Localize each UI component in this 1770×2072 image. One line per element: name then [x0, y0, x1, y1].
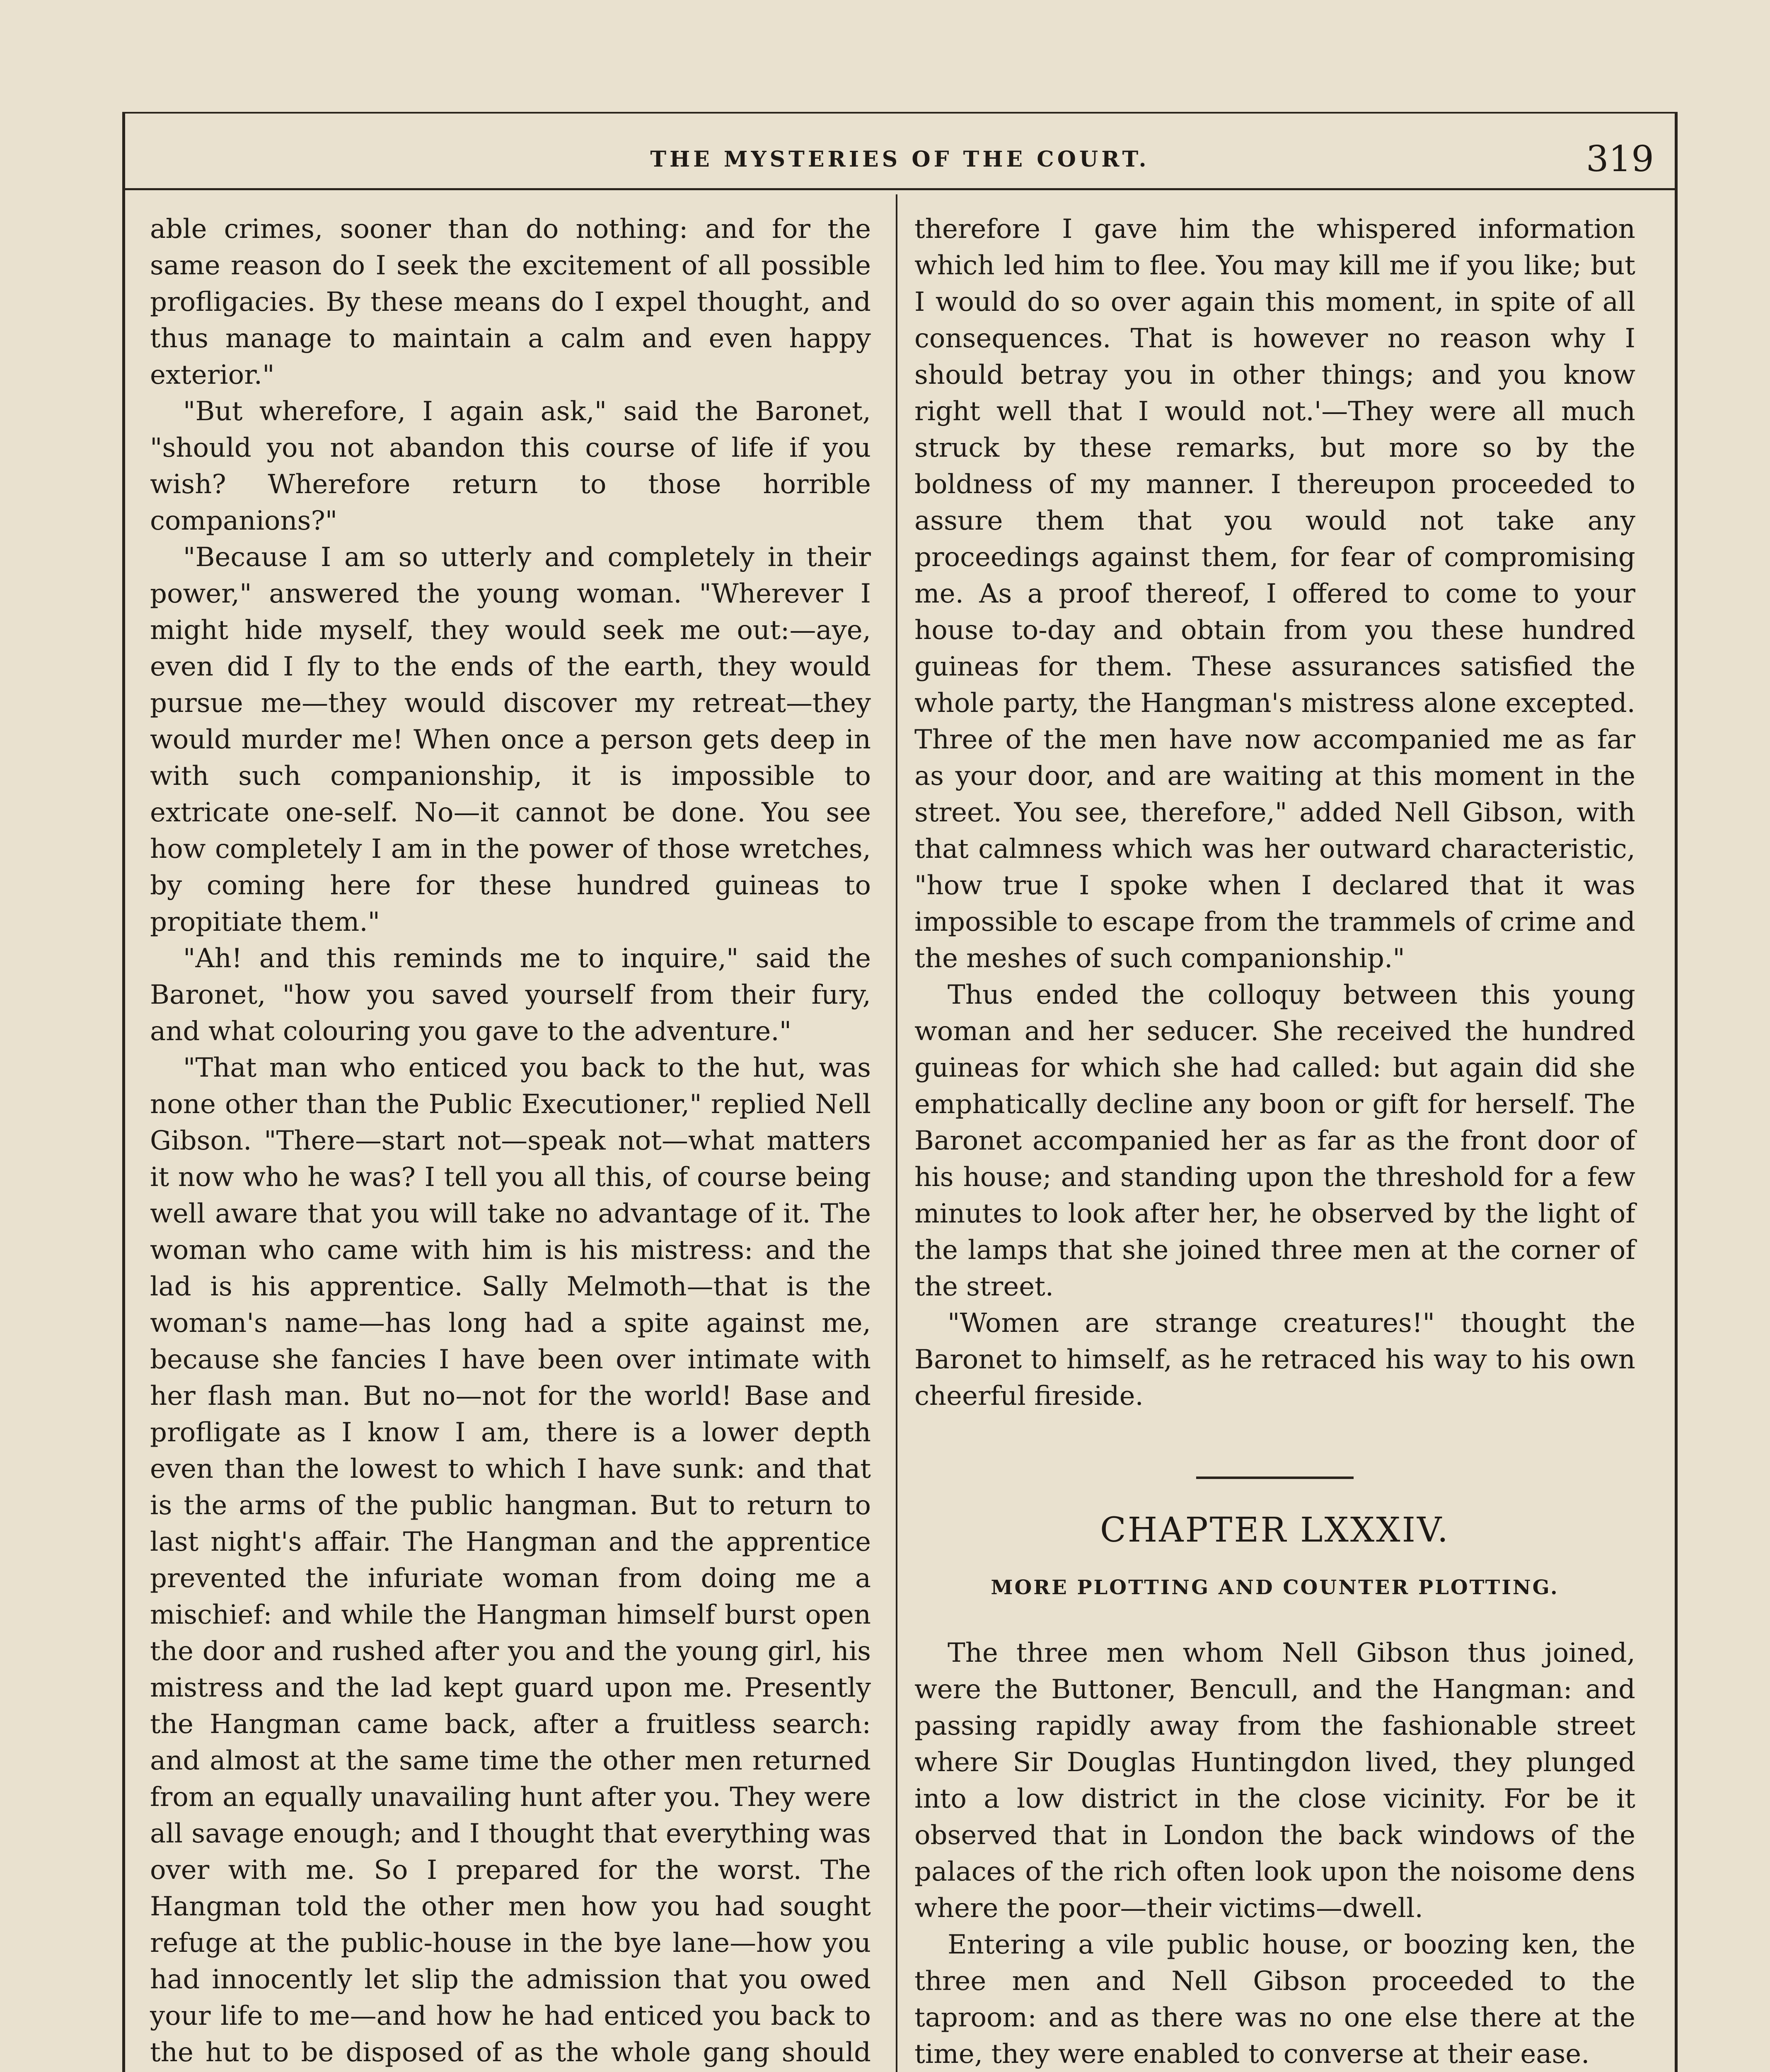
paragraph: Thus ended the colloquy between this young woman and her seducer. She received the hundred guineas for which she had called: but again did she emphatically decline any boon or gift for herself. The Baronet accompanied her as far as the front door of his house; and standing upon the threshold for a few minutes to look after her, he observed by the light of the lamps that she joined three men at the corner of the street.	[914, 980, 1635, 1302]
paragraph: "But wherefore, I again ask," said the Baronet, "should you not abandon this course of life if you wish? Wherefore return to those horrible companions?"	[150, 396, 871, 536]
paragraph: The three men whom Nell Gibson thus joined, were the Buttoner, Bencull, and the Hangman: and passing rapidly away from the fashionable street where Sir Douglas Huntingdon lived, they plunged into a low district in the close vicinity. For be it observed that in London the back windows of the palaces of the rich often look upon the noisome dens where the poor—their victims—dwell.	[914, 1638, 1635, 1924]
paragraph: "Women are strange creatures!" thought the Baronet to himself, as he retraced his way to his own cheerful fireside.	[914, 1308, 1635, 1411]
paragraph: therefore I gave him the whispered information which led him to flee. You may kill me if you like; but I would do so over again this moment, in spite of all consequences. That is however no reason why I should betray you in other things; and you know right well that I would not.'—They were all much struck by these remarks, but more so by the boldness of my manner. I thereupon proceeded to assure them that you would not take any proceedings against them, for fear of compromising me. As a proof thereof, I offered to come to your house to-day and obtain from you these hundred guineas for them. These assurances satisfied the whole party, the Hangman's mistress alone excepted. Three of the men have now accompanied me as far as your door, and are waiting at this moment in the street. You see, therefore," added Nell Gibson, with that calmness which was her outward characteristic, "how true I spoke when I declared that it was impossible to escape from the trammels of crime and the meshes of such companionship."	[914, 214, 1635, 974]
column-divider	[896, 194, 897, 2072]
book-page	[122, 112, 1678, 2072]
paragraph: "Ah! and this reminds me to inquire," said the Baronet, "how you saved yourself from their fury, and what colouring you gave to the adventure."	[150, 943, 871, 1047]
paragraph: able crimes, sooner than do nothing: and for the same reason do I seek the excitement of all possible profligacies. By these means do I expel thought, and thus manage to maintain a calm and even happy exterior."	[150, 214, 871, 390]
chapter-body	[914, 1635, 1635, 2072]
running-head	[125, 138, 1675, 190]
running-title: THE MYSTERIES OF THE COURT.	[650, 147, 1150, 172]
paragraph: Entering a vile public house, or boozing ken, the three men and Nell Gibson proceeded to the taproom: and as there was no one else there at the time, they were enabled to converse at their ease.	[914, 1929, 1635, 2070]
right-column-paragraphs	[914, 211, 1635, 1414]
paragraph: "Because I am so utterly and completely in their power," answered the young woman. "Wherever I might hide myself, they would seek me out:—aye, even did I fly to the ends of the earth, they would pursue me—they would discover my retreat—they would murder me! When once a person gets deep in with such companionship, it is impossible to extricate one-self. No—it cannot be done. You see how completely I am in the power of those wretches, by coming here for these hundred guineas to propitiate them."	[150, 542, 871, 937]
right-column	[914, 211, 1635, 2072]
page-number: 319	[1586, 138, 1654, 180]
left-column	[150, 211, 871, 2072]
chapter-title: CHAPTER LXXXIV.	[1100, 1510, 1450, 1550]
chapter-rule	[1196, 1477, 1354, 1479]
paragraph: "That man who enticed you back to the hut, was none other than the Public Executioner," replied Nell Gibson. "There—start not—speak not—what matters it now who he was? I tell you all this, of course being well aware that you will take no advantage of it. The woman who came with him is his mistress: and the lad is his apprentice. Sally Melmoth—that is the woman's name—has long had a spite against me, because she fancies I have been over intimate with her flash man. But no—not for the world! Base and profligate as I know I am, there is a lower depth even than the lowest to which I have sunk: and that is the arms of the public hangman. But to return to last night's affair. The Hangman and the apprentice prevented the infuriate woman from doing me a mischief: and while the Hangman himself burst open the door and rushed after you and the young girl, his mistress and the lad kept guard upon me. Presently the Hangman came back, after a fruitless search: and almost at the same time the other men returned from an equally unavailing hunt after you. They were all savage enough; and I thought that everything was over with me. So I prepared for the worst. The Hangman told the other men how you had sought refuge at the public-house in the bye lane—how you had innocently let slip the admission that you owed your life to me—and how he had enticed you back to the hut to be disposed of as the whole gang should	[150, 1053, 871, 2068]
chapter-subtitle: MORE PLOTTING AND COUNTER PLOTTING.	[991, 1576, 1559, 1599]
